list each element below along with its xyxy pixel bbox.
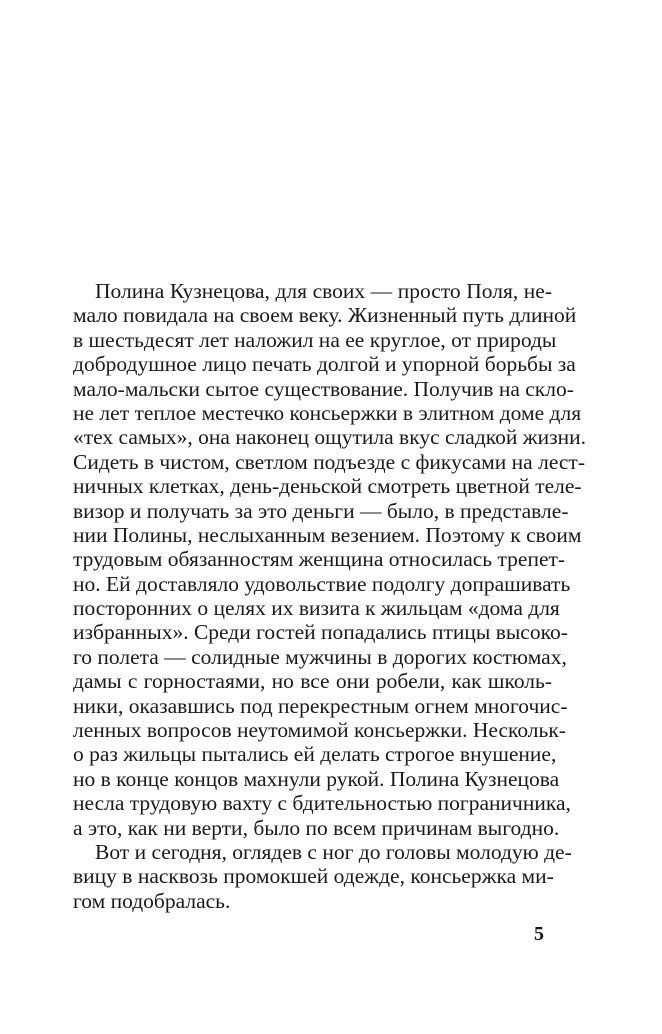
text-line: нии Полины, неслыханным везением. Поэтому к своим (73, 522, 582, 547)
text-line: трудовым обязанностям женщина относилась трепет- (73, 547, 566, 572)
text-line: Сидеть в чистом, светлом подъезде с фикусами на лест- (73, 449, 585, 474)
text-line: но. Ей доставляло удовольствие подолгу допрашивать (73, 571, 571, 596)
text-line: о раз жильцы пытались ей делать строгое внушение, (73, 742, 557, 767)
text-line: ники, оказавшись под перекрестным огнем многочис- (73, 693, 568, 718)
text-line: мало-мальски сытое существование. Получив на скло- (73, 376, 574, 401)
text-line: не лет теплое местечко консьержки в элитном доме для (73, 400, 582, 425)
paragraph-2 (73, 839, 572, 913)
text-line: в шестьдесят лет наложил на ее круглое, от природы (73, 327, 557, 352)
text-line: визор и получать за это деньги — было, в представле- (73, 498, 569, 523)
text-line: посторонних о целях их визита к жильцам «дома для (73, 596, 560, 621)
text-line: Полина Кузнецова, для своих — просто Поля, не- (95, 279, 552, 303)
text-line: избранных». Среди гостей попадались птицы высоко- (73, 620, 568, 645)
text-line: ленных вопросов неутомимой консьержки. Нескольк- (73, 718, 566, 743)
paragraph-1 (73, 279, 586, 840)
text-line: Вот и сегодня, оглядев с ног до головы молодую де- (95, 839, 572, 864)
text-line: добродушное лицо печать долгой и упорной борьбы за (73, 352, 576, 377)
text-line: «тех самых», она наконец ощутила вкус сладкой жизни. (73, 425, 586, 450)
text-line: дамы с горностаями, но все они робели, как школь- (73, 669, 552, 694)
text-line: а это, как ни верти, было по всем причинам выгодно. (73, 815, 560, 840)
text-line: го полета — солидные мужчины в дорогих костюмах, (73, 644, 567, 669)
body-text (73, 279, 586, 913)
text-line: несла трудовую вахту с бдительностью пограничника, (73, 791, 571, 816)
page-number: 5 (534, 923, 544, 945)
text-line: ничных клетках, день-деньской смотреть цветной теле- (73, 474, 582, 499)
text-line: но в конце концов махнули рукой. Полина Кузнецова (73, 766, 560, 791)
text-line: вицу в насквозь промокшей одежде, консьержка ми- (73, 864, 554, 889)
text-line: мало повидала на своем веку. Жизненный путь длиной (73, 303, 577, 328)
text-line: гом подобралась. (73, 888, 231, 913)
